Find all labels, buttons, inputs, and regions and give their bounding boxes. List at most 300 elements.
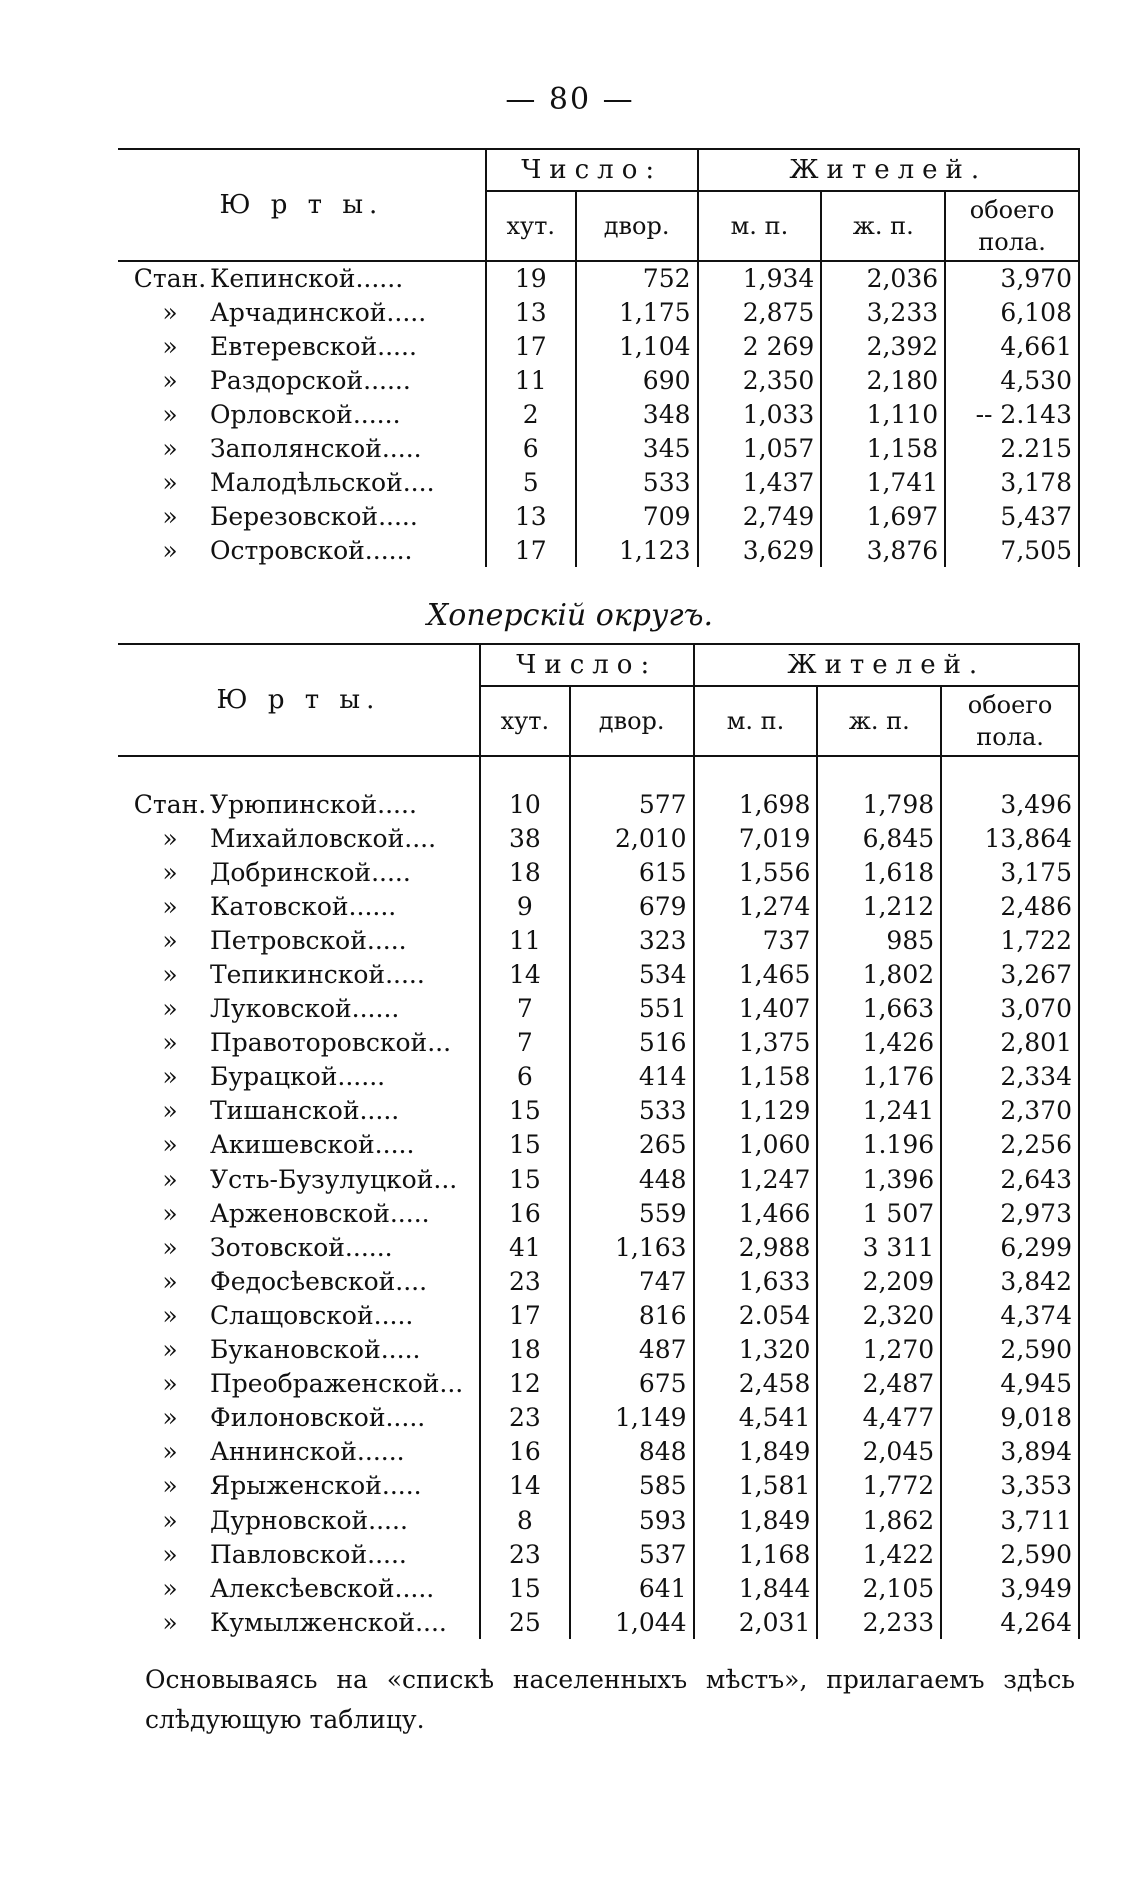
total-cell: 2,370 [941, 1094, 1079, 1128]
khut-cell: 15 [480, 1128, 570, 1162]
yurt-name-cell [118, 787, 480, 821]
table-body [118, 756, 1079, 1639]
zhp-cell: 1,270 [817, 1333, 941, 1367]
table-row [118, 1537, 1079, 1571]
total-cell: 3,949 [941, 1571, 1079, 1605]
table-row [118, 465, 1079, 499]
table-row [118, 1230, 1079, 1264]
dvor-cell: 585 [570, 1469, 694, 1503]
yurt-name: Ярыженской..... [210, 1471, 422, 1501]
yurt-name: Преображенской... [210, 1369, 464, 1399]
total-cell: 2,486 [941, 889, 1079, 923]
table-row [118, 1026, 1079, 1060]
header-dvor: двор. [576, 191, 698, 261]
total-cell: -- 2.143 [945, 397, 1079, 431]
total-cell: 2,590 [941, 1537, 1079, 1571]
yurt-name-cell [118, 1026, 480, 1060]
table-row [118, 1401, 1079, 1435]
zhp-cell: 1,798 [817, 787, 941, 821]
table-row [118, 1469, 1079, 1503]
header-chislo: Число: [480, 644, 694, 686]
mp-cell: 1,168 [694, 1537, 818, 1571]
yurt-name-cell [118, 1094, 480, 1128]
zhp-cell: 2,487 [817, 1367, 941, 1401]
khut-cell: 6 [480, 1060, 570, 1094]
yurt-name-cell [118, 1162, 480, 1196]
zhp-cell: 2,105 [817, 1571, 941, 1605]
khut-cell: 13 [486, 295, 576, 329]
table-row [118, 957, 1079, 991]
khut-cell: 11 [480, 923, 570, 957]
yurt-name: Филоновской..... [210, 1403, 426, 1433]
yurt-name-cell [118, 957, 480, 991]
yurt-name-cell [118, 1196, 480, 1230]
page-number: — 80 — [505, 82, 635, 117]
total-cell: 3,353 [941, 1469, 1079, 1503]
zhp-cell: 2,209 [817, 1264, 941, 1298]
row-prefix: » [162, 857, 178, 887]
header-yurty: Ю р т ы. [118, 149, 486, 261]
table-row [118, 821, 1079, 855]
dvor-cell: 448 [570, 1162, 694, 1196]
yurt-name: Зотовской...... [210, 1232, 393, 1262]
table-row [118, 431, 1079, 465]
zhp-cell: 1,426 [817, 1026, 941, 1060]
table-khoper-yurty [118, 643, 1080, 1639]
dvor-cell: 679 [570, 889, 694, 923]
yurt-name: Дурновской..... [210, 1505, 408, 1535]
mp-cell: 1,129 [694, 1094, 818, 1128]
mp-cell: 1,407 [694, 992, 818, 1026]
table-row [118, 855, 1079, 889]
zhp-cell: 1,422 [817, 1537, 941, 1571]
table-row [118, 329, 1079, 363]
dvor-cell: 1,163 [570, 1230, 694, 1264]
khut-cell: 17 [486, 533, 576, 567]
table-row [118, 1264, 1079, 1298]
header-pola: пола. [976, 723, 1044, 751]
dvor-cell: 577 [570, 787, 694, 821]
dvor-cell: 593 [570, 1503, 694, 1537]
yurt-name: Федосѣевской.... [210, 1266, 428, 1296]
total-cell: 3,175 [941, 855, 1079, 889]
zhp-cell: 2,320 [817, 1298, 941, 1332]
zhp-cell: 3,876 [821, 533, 945, 567]
khut-cell: 16 [480, 1435, 570, 1469]
row-prefix: » [162, 1573, 178, 1603]
table-row [118, 1571, 1079, 1605]
row-prefix: » [162, 535, 178, 565]
khut-cell: 13 [486, 499, 576, 533]
yurt-name-cell [118, 1537, 480, 1571]
header-pola: пола. [978, 228, 1046, 256]
header-oboego-pola [945, 191, 1079, 261]
header-oboego-pola [941, 686, 1079, 756]
header-khut: хут. [486, 191, 576, 261]
row-prefix: » [162, 994, 178, 1024]
table-row [118, 1298, 1079, 1332]
row-prefix: » [162, 1437, 178, 1467]
table-row [118, 1367, 1079, 1401]
total-cell: 6,108 [945, 295, 1079, 329]
row-prefix: Стан. [133, 264, 207, 293]
zhp-cell: 6,845 [817, 821, 941, 855]
total-cell: 2,590 [941, 1333, 1079, 1367]
yurt-name: Тишанской..... [210, 1096, 400, 1126]
zhp-cell: 1,802 [817, 957, 941, 991]
dvor-cell: 487 [570, 1333, 694, 1367]
row-prefix: » [162, 297, 178, 327]
yurt-name-cell [118, 1605, 480, 1639]
total-cell: 5,437 [945, 499, 1079, 533]
mp-cell: 4,541 [694, 1401, 818, 1435]
mp-cell: 1,581 [694, 1469, 818, 1503]
mp-cell: 1,849 [694, 1435, 818, 1469]
zhp-cell: 1,110 [821, 397, 945, 431]
mp-cell: 2,458 [694, 1367, 818, 1401]
row-prefix: » [162, 433, 178, 463]
row-prefix: » [162, 1130, 178, 1160]
yurt-name: Алексѣевской..... [210, 1573, 435, 1603]
dvor-cell: 345 [576, 431, 698, 465]
row-prefix: » [162, 1539, 178, 1569]
dvor-cell: 1,149 [570, 1401, 694, 1435]
yurt-name: Катовской...... [210, 891, 397, 921]
yurt-name: Слащовской..... [210, 1300, 414, 1330]
dvor-cell: 559 [570, 1196, 694, 1230]
header-yurty: Ю р т ы. [118, 644, 480, 756]
header-dvor: двор. [570, 686, 694, 756]
zhp-cell: 1,158 [821, 431, 945, 465]
dvor-cell: 1,044 [570, 1605, 694, 1639]
row-prefix: » [162, 1335, 178, 1365]
yurt-name-cell [118, 821, 480, 855]
header-mp: м. п. [698, 191, 822, 261]
yurt-name-cell [118, 1264, 480, 1298]
yurt-name: Кепинской...... [210, 264, 404, 293]
mp-cell: 2,350 [698, 363, 822, 397]
table-row [118, 992, 1079, 1026]
khut-cell: 5 [486, 465, 576, 499]
table-body [118, 261, 1079, 567]
mp-cell: 2,749 [698, 499, 822, 533]
row-prefix: » [162, 1062, 178, 1092]
yurt-name-cell [118, 1060, 480, 1094]
yurt-name: Евтеревской..... [210, 331, 417, 361]
yurt-name-cell [118, 499, 486, 533]
total-cell: 3,711 [941, 1503, 1079, 1537]
yurt-name: Петровской..... [210, 925, 407, 955]
zhp-cell: 4,477 [817, 1401, 941, 1435]
zhp-cell: 1,176 [817, 1060, 941, 1094]
yurt-name: Бурацкой...... [210, 1062, 386, 1092]
yurt-name-cell [118, 1435, 480, 1469]
mp-cell: 1,033 [698, 397, 822, 431]
zhp-cell: 2,045 [817, 1435, 941, 1469]
row-prefix: » [162, 925, 178, 955]
zhp-cell: 1,241 [817, 1094, 941, 1128]
dvor-cell: 1,175 [576, 295, 698, 329]
footer-paragraph: Основываясь на «спискѣ населенныхъ мѣстъ», прилагаемъ здѣсь слѣдующую таблицу. [145, 1665, 1075, 1734]
yurt-name: Михайловской.... [210, 823, 437, 853]
total-cell: 2,256 [941, 1128, 1079, 1162]
dvor-cell: 323 [570, 923, 694, 957]
row-prefix: » [162, 1096, 178, 1126]
total-cell: 2,643 [941, 1162, 1079, 1196]
zhp-cell: 1,697 [821, 499, 945, 533]
dvor-cell: 816 [570, 1298, 694, 1332]
yurt-name: Усть-Бузулуцкой... [210, 1164, 458, 1194]
yurt-name: Островской...... [210, 535, 413, 565]
yurt-name: Акишевской..... [210, 1130, 415, 1160]
dvor-cell: 1,104 [576, 329, 698, 363]
yurt-name-cell [118, 923, 480, 957]
header-zhiteley: Жителей. [698, 149, 1079, 191]
yurt-name-cell [118, 261, 486, 295]
row-prefix: Стан. [133, 789, 207, 819]
yurt-name-cell [118, 992, 480, 1026]
dvor-cell: 752 [576, 261, 698, 295]
dvor-cell: 265 [570, 1128, 694, 1162]
table-row [118, 499, 1079, 533]
mp-cell: 1,556 [694, 855, 818, 889]
row-prefix: » [162, 467, 178, 497]
dvor-cell: 348 [576, 397, 698, 431]
header-zhp: ж. п. [821, 191, 945, 261]
yurt-name-cell [118, 1128, 480, 1162]
yurt-name-cell [118, 1571, 480, 1605]
row-prefix: » [162, 891, 178, 921]
yurt-name-cell [118, 329, 486, 363]
table-row [118, 397, 1079, 431]
total-cell: 4,264 [941, 1605, 1079, 1639]
dvor-cell: 709 [576, 499, 698, 533]
table-row [118, 295, 1079, 329]
yurt-name-cell [118, 1230, 480, 1264]
total-cell: 9,018 [941, 1401, 1079, 1435]
zhp-cell: 2,233 [817, 1605, 941, 1639]
mp-cell: 2,031 [694, 1605, 818, 1639]
row-prefix: » [162, 331, 178, 361]
yurt-name-cell [118, 1333, 480, 1367]
zhp-cell: 1,663 [817, 992, 941, 1026]
header-zhiteley: Жителей. [694, 644, 1079, 686]
yurt-name-cell [118, 397, 486, 431]
khut-cell: 9 [480, 889, 570, 923]
mp-cell: 1,466 [694, 1196, 818, 1230]
khut-cell: 23 [480, 1264, 570, 1298]
yurt-name: Добринской..... [210, 857, 411, 887]
zhp-cell: 1,772 [817, 1469, 941, 1503]
row-prefix: » [162, 1505, 178, 1535]
dvor-cell: 551 [570, 992, 694, 1026]
khut-cell: 6 [486, 431, 576, 465]
total-cell: 2.215 [945, 431, 1079, 465]
mp-cell: 737 [694, 923, 818, 957]
row-prefix: » [162, 1403, 178, 1433]
row-prefix: » [162, 501, 178, 531]
yurt-name: Букановской..... [210, 1335, 421, 1365]
yurt-name: Арчадинской..... [210, 297, 427, 327]
table-row [118, 533, 1079, 567]
section-title: Хоперскій округъ. [426, 598, 714, 633]
yurt-name-cell [118, 1298, 480, 1332]
dvor-cell: 641 [570, 1571, 694, 1605]
mp-cell: 1,633 [694, 1264, 818, 1298]
table-row [118, 1196, 1079, 1230]
total-cell: 2,801 [941, 1026, 1079, 1060]
dvor-cell: 1,123 [576, 533, 698, 567]
yurt-name: Аннинской...... [210, 1437, 405, 1467]
row-prefix: » [162, 399, 178, 429]
mp-cell: 2,988 [694, 1230, 818, 1264]
total-cell: 1,722 [941, 923, 1079, 957]
dvor-cell: 534 [570, 957, 694, 991]
yurt-name: Правоторовской... [210, 1028, 452, 1058]
yurt-name: Арженовской..... [210, 1198, 430, 1228]
khut-cell: 15 [480, 1571, 570, 1605]
mp-cell: 1,060 [694, 1128, 818, 1162]
mp-cell: 1,465 [694, 957, 818, 991]
yurt-name-cell [118, 533, 486, 567]
khut-cell: 15 [480, 1162, 570, 1196]
mp-cell: 1,375 [694, 1026, 818, 1060]
khut-cell: 14 [480, 1469, 570, 1503]
yurt-name: Раздорской...... [210, 365, 411, 395]
mp-cell: 1,844 [694, 1571, 818, 1605]
dvor-cell: 675 [570, 1367, 694, 1401]
total-cell: 3,496 [941, 787, 1079, 821]
zhp-cell: 2,036 [821, 261, 945, 295]
khut-cell: 10 [480, 787, 570, 821]
table-row [118, 1503, 1079, 1537]
table-row [118, 1162, 1079, 1196]
zhp-cell: 1.196 [817, 1128, 941, 1162]
zhp-cell: 3,233 [821, 295, 945, 329]
table-row [118, 1605, 1079, 1639]
row-prefix: » [162, 823, 178, 853]
khut-cell: 19 [486, 261, 576, 295]
mp-cell: 7,019 [694, 821, 818, 855]
mp-cell: 1,057 [698, 431, 822, 465]
zhp-cell: 985 [817, 923, 941, 957]
dvor-cell: 537 [570, 1537, 694, 1571]
zhp-cell: 2,180 [821, 363, 945, 397]
khut-cell: 7 [480, 1026, 570, 1060]
total-cell: 3,970 [945, 261, 1079, 295]
mp-cell: 1,320 [694, 1333, 818, 1367]
yurt-name: Малодѣльской.... [210, 467, 435, 497]
total-cell: 6,299 [941, 1230, 1079, 1264]
dvor-cell: 848 [570, 1435, 694, 1469]
header-khut: хут. [480, 686, 570, 756]
yurt-name-cell [118, 1503, 480, 1537]
table-row [118, 261, 1079, 295]
table-row [118, 1333, 1079, 1367]
mp-cell: 1,274 [694, 889, 818, 923]
table-don-yurty [118, 148, 1080, 567]
dvor-cell: 533 [570, 1094, 694, 1128]
khut-cell: 18 [480, 855, 570, 889]
total-cell: 3,178 [945, 465, 1079, 499]
khut-cell: 16 [480, 1196, 570, 1230]
khut-cell: 17 [480, 1298, 570, 1332]
mp-cell: 3,629 [698, 533, 822, 567]
dvor-cell: 2,010 [570, 821, 694, 855]
khut-cell: 7 [480, 992, 570, 1026]
total-cell: 2,334 [941, 1060, 1079, 1094]
mp-cell: 1,247 [694, 1162, 818, 1196]
total-cell: 4,530 [945, 363, 1079, 397]
khut-cell: 8 [480, 1503, 570, 1537]
table-row [118, 923, 1079, 957]
mp-cell: 1,849 [694, 1503, 818, 1537]
zhp-cell: 1,862 [817, 1503, 941, 1537]
dvor-cell: 533 [576, 465, 698, 499]
mp-cell: 1,158 [694, 1060, 818, 1094]
khut-cell: 25 [480, 1605, 570, 1639]
row-prefix: » [162, 960, 178, 990]
total-cell: 13,864 [941, 821, 1079, 855]
table-row [118, 1094, 1079, 1128]
yurt-name: Орловской...... [210, 399, 401, 429]
row-prefix: » [162, 1028, 178, 1058]
row-prefix: » [162, 1232, 178, 1262]
total-cell: 3,070 [941, 992, 1079, 1026]
mp-cell: 2 269 [698, 329, 822, 363]
mp-cell: 2.054 [694, 1298, 818, 1332]
zhp-cell: 3 311 [817, 1230, 941, 1264]
khut-cell: 14 [480, 957, 570, 991]
khut-cell: 41 [480, 1230, 570, 1264]
yurt-name-cell [118, 1367, 480, 1401]
total-cell: 3,267 [941, 957, 1079, 991]
yurt-name: Луковской...... [210, 994, 400, 1024]
yurt-name-cell [118, 431, 486, 465]
dvor-cell: 615 [570, 855, 694, 889]
yurt-name-cell [118, 855, 480, 889]
yurt-name-cell [118, 889, 480, 923]
dvor-cell: 516 [570, 1026, 694, 1060]
khut-cell: 17 [486, 329, 576, 363]
table-row [118, 1128, 1079, 1162]
row-prefix: » [162, 1607, 178, 1637]
khut-cell: 2 [486, 397, 576, 431]
zhp-cell: 1 507 [817, 1196, 941, 1230]
khut-cell: 18 [480, 1333, 570, 1367]
yurt-name-cell [118, 1469, 480, 1503]
mp-cell: 1,698 [694, 787, 818, 821]
table-row [118, 889, 1079, 923]
khut-cell: 23 [480, 1537, 570, 1571]
row-prefix: » [162, 1198, 178, 1228]
yurt-name: Урюпинской..... [210, 789, 417, 819]
yurt-name: Кумылженской.... [210, 1607, 447, 1637]
spacer-row [118, 756, 1079, 787]
total-cell: 3,842 [941, 1264, 1079, 1298]
row-prefix: » [162, 1300, 178, 1330]
table-row [118, 363, 1079, 397]
yurt-name-cell [118, 363, 486, 397]
yurt-name-cell [118, 295, 486, 329]
yurt-name-cell [118, 465, 486, 499]
yurt-name-cell [118, 1401, 480, 1435]
dvor-cell: 414 [570, 1060, 694, 1094]
khut-cell: 15 [480, 1094, 570, 1128]
yurt-name: Березовской..... [210, 501, 418, 531]
dvor-cell: 690 [576, 363, 698, 397]
khut-cell: 23 [480, 1401, 570, 1435]
